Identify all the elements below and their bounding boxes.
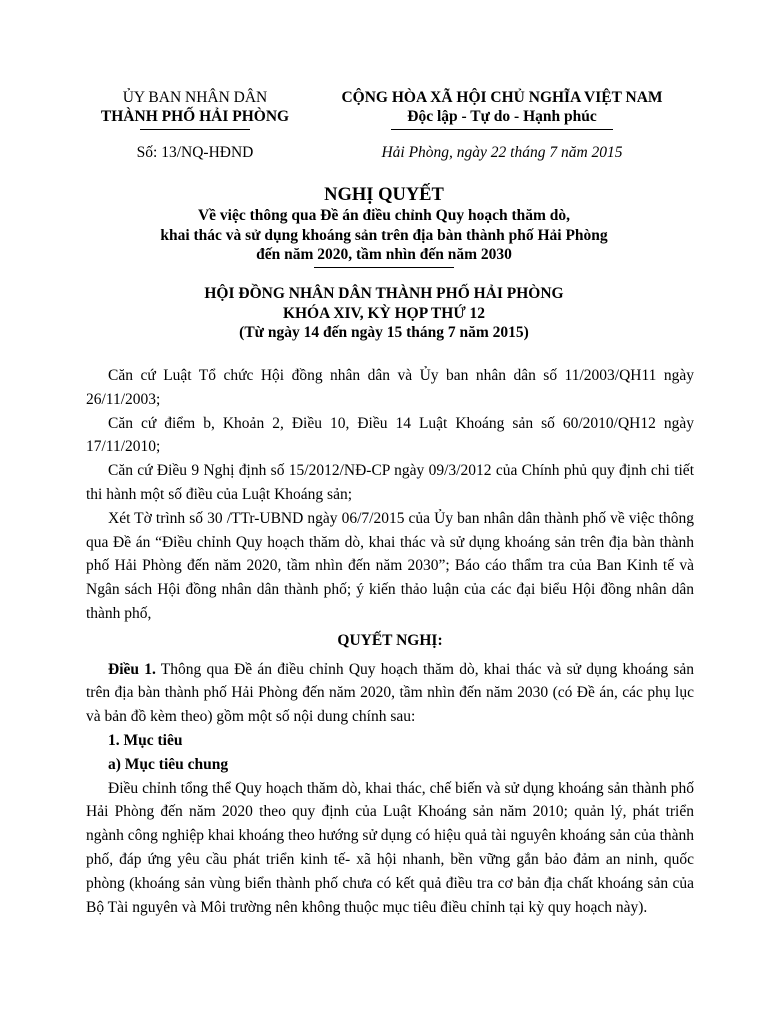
document-title: NGHỊ QUYẾT	[324, 185, 444, 205]
motto-underline	[391, 129, 613, 130]
subtitle-line-2: khai thác và sử dụng khoáng sản trên địa bàn thành phố Hải Phòng	[160, 226, 608, 244]
council-block	[86, 284, 682, 343]
subtitle-line-1: Về việc thông qua Đề án điều chỉnh Quy hoạch thăm dò,	[197, 207, 571, 224]
authority-underline	[140, 129, 250, 130]
basis-paragraph-2: Căn cứ điểm b, Khoản 2, Điều 10, Điều 14 Luật Khoáng sản số 60/2010/QH12 ngày 17/11/2010;	[86, 414, 694, 456]
place-date: Hải Phòng, ngày 22 tháng 7 năm 2015	[381, 144, 623, 161]
issuing-authority	[86, 88, 304, 130]
country-name: CỘNG HÒA XÃ HỘI CHỦ NGHĨA VIỆT NAM	[341, 89, 663, 106]
council-dates: (Từ ngày 14 đến ngày 15 tháng 7 năm 2015)	[239, 324, 529, 341]
basis-paragraph-1: Căn cứ Luật Tổ chức Hội đồng nhân dân và Ủy ban nhân dân số 11/2003/QH11 ngày 26/11/2003;	[86, 367, 694, 408]
section-1-heading: 1. Mục tiêu	[108, 731, 183, 749]
article-1-text: Thông qua Đề án điều chỉnh Quy hoạch thăm dò, khai thác và sử dụng khoáng sản trên địa bàn thành phố Hải Phòng đến năm 2020, tầm nhìn đến năm 2030 (có Đề án, các phụ lục và bản đồ kèm theo) gồm một số nội dung chính sau:	[86, 660, 694, 726]
article-1	[86, 658, 694, 729]
basis-paragraph-3: Căn cứ Điều 9 Nghị định số 15/2012/NĐ-CP ngày 09/3/2012 của Chính phủ quy định chi tiết thi hành một số điều của Luật Khoáng sản;	[86, 462, 694, 503]
article-1-label: Điều 1.	[108, 660, 156, 678]
document-title-block	[86, 184, 682, 268]
motto: Độc lập - Tự do - Hạnh phúc	[407, 108, 597, 125]
document-body	[86, 364, 694, 919]
subtitle-line-3: đến năm 2020, tầm nhìn đến năm 2030	[256, 246, 512, 263]
title-underline	[314, 267, 454, 268]
authority-line-1: ỦY BAN NHÂN DÂN	[122, 89, 268, 106]
general-goal-paragraph: Điều chỉnh tổng thể Quy hoạch thăm dò, khai thác, chế biến và sử dụng khoáng sản thành phố Hải Phòng đến năm 2020 theo quy định của Luật Khoáng sản năm 2010; quản lý, phát triển ngành công nghiệp khai khoáng theo hướng sử dụng có hiệu quả tài nguyên khoáng sản của thành phố, đáp ứng yêu cầu phát triển kinh tế- xã hội nhanh, bền vững gắn bảo đảm an ninh, quốc phòng (khoáng sản vùng biển thành phố chưa có kết quả điều tra cơ bản địa chất khoáng sản của Bộ Tài nguyên và Môi trường nên không thuộc mục tiêu điều chỉnh tại kỳ quy hoạch này).	[86, 779, 694, 916]
document-number: Số: 13/NQ-HĐND	[136, 144, 254, 161]
national-motto	[318, 88, 686, 130]
section-1a-heading: a) Mục tiêu chung	[108, 755, 229, 773]
council-name: HỘI ĐỒNG NHÂN DÂN THÀNH PHỐ HẢI PHÒNG	[204, 285, 564, 302]
resolve-heading: QUYẾT NGHỊ:	[337, 631, 443, 649]
authority-line-2: THÀNH PHỐ HẢI PHÒNG	[100, 108, 290, 125]
basis-paragraph-4: Xét Tờ trình số 30 /TTr-UBND ngày 06/7/2015 của Ủy ban nhân dân thành phố về việc thông qua Đề án “Điều chỉnh Quy hoạch thăm dò, khai thác và sử dụng khoáng sản trên địa bàn thành phố Hải Phòng đến năm 2020, tầm nhìn đến năm 2030”; Báo cáo thẩm tra của Ban Kinh tế và Ngân sách Hội đồng nhân dân thành phố; ý kiến thảo luận của các đại biểu Hội đồng nhân dân thành phố,	[86, 509, 694, 622]
council-session: KHÓA XIV, KỲ HỌP THỨ 12	[282, 304, 486, 322]
